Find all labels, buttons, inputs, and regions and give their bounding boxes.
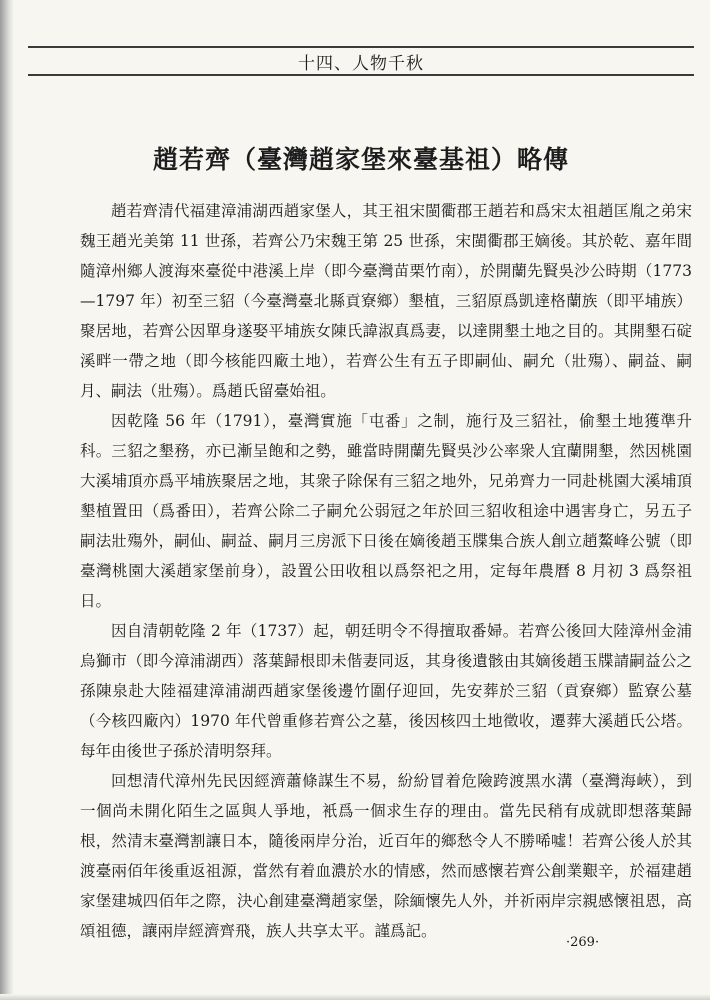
article-title: 趙若齊（臺灣趙家堡來臺基祖）略傳 bbox=[152, 145, 569, 174]
page-bottom-edge bbox=[0, 994, 710, 1000]
running-header bbox=[28, 46, 694, 76]
binding-shadow bbox=[0, 0, 14, 1000]
paragraph: 趙若齊清代福建漳浦湖西趙家堡人，其王祖宋閩衢郡王趙若和爲宋太祖趙匡胤之弟宋魏王趙光美第 11 世孫，若齊公乃宋魏王第 25 世孫，宋閩衢郡王嫡後。其於乾、嘉年間隨漳州鄉人渡海來臺從中港溪上岸（即今臺灣苗栗竹南），於開蘭先賢吳沙公時期（1773—1797 年）初至三貂（今臺灣臺北縣貢寮鄉）墾植，三貂原爲凱達格蘭族（即平埔族）聚居地，若齊公因單身遂娶平埔族女陳氏諱淑真爲妻，以達開墾土地之目的。其開墾石碇溪畔一帶之地（即今核能四廠土地），若齊公生有五子即嗣仙、嗣允（壯殤）、嗣益、嗣月、嗣法（壯殤）。爲趙氏留臺始祖。 bbox=[80, 202, 692, 400]
page-number: ·269· bbox=[566, 935, 600, 950]
paragraph: 因自清朝乾隆 2 年（1737）起，朝廷明令不得擅取番婦。若齊公後回大陸漳州金浦烏獅市（即今漳浦湖西）落葉歸根即未偕妻同返，其身後遺骸由其嫡後趙玉牒請嗣益公之孫陳泉赴大陸福建漳浦湖西趙家堡後邊竹圍仔迎回，先安葬於三貂（貢寮鄉）監寮公墓（今核四廠內）1970 年代曾重修若齊公之墓，後因核四土地徵收，遷葬大溪趙氏公塔。每年由後世子孫於清明祭拜。 bbox=[80, 622, 692, 760]
paragraph: 因乾隆 56 年（1791），臺灣實施「屯番」之制，施行及三貂社，偷墾土地獲準升科。三貂之墾務，亦已漸呈飽和之勢，雖當時開蘭先賢吳沙公率衆人宜蘭開墾，然因桃園大溪埔頂亦爲平埔族聚居之地，其衆子除保有三貂之地外，兄弟齊力一同赴桃園大溪埔頂墾植置田（爲番田），若齊公除二子嗣允公弱冠之年於回三貂收租途中遇害身亡，另五子嗣法壯殤外，嗣仙、嗣益、嗣月三房派下日後在嫡後趙玉牒集合族人創立趙鰲峰公號（即臺灣桃園大溪趙家堡前身），設置公田收租以爲祭祀之用，定每年農曆 8 月初 3 爲祭祖日。 bbox=[80, 412, 692, 610]
section-header: 十四、人物千秋 bbox=[298, 53, 424, 74]
paragraph: 回想清代漳州先民因經濟蕭條謀生不易，紛紛冒着危險跨渡黑水溝（臺灣海峽），到一個尚未開化陌生之區與人爭地，衹爲一個求生存的理由。當先民稍有成就即想落葉歸根，然清末臺灣割讓日本，隨後兩岸分治，近百年的鄉愁令人不勝唏噓！若齊公後人於其渡臺兩佰年後重返祖源，當然有着血濃於水的情感，然而感懷若齊公創業艱辛，於福建趙家堡建城四佰年之際，決心創建臺灣趙家堡，除緬懷先人外，并祈兩岸宗親感懷祖恩，高頌祖德，讓兩岸經濟齊飛，族人共享太平。謹爲記。 bbox=[80, 772, 692, 940]
article-body bbox=[80, 196, 692, 946]
